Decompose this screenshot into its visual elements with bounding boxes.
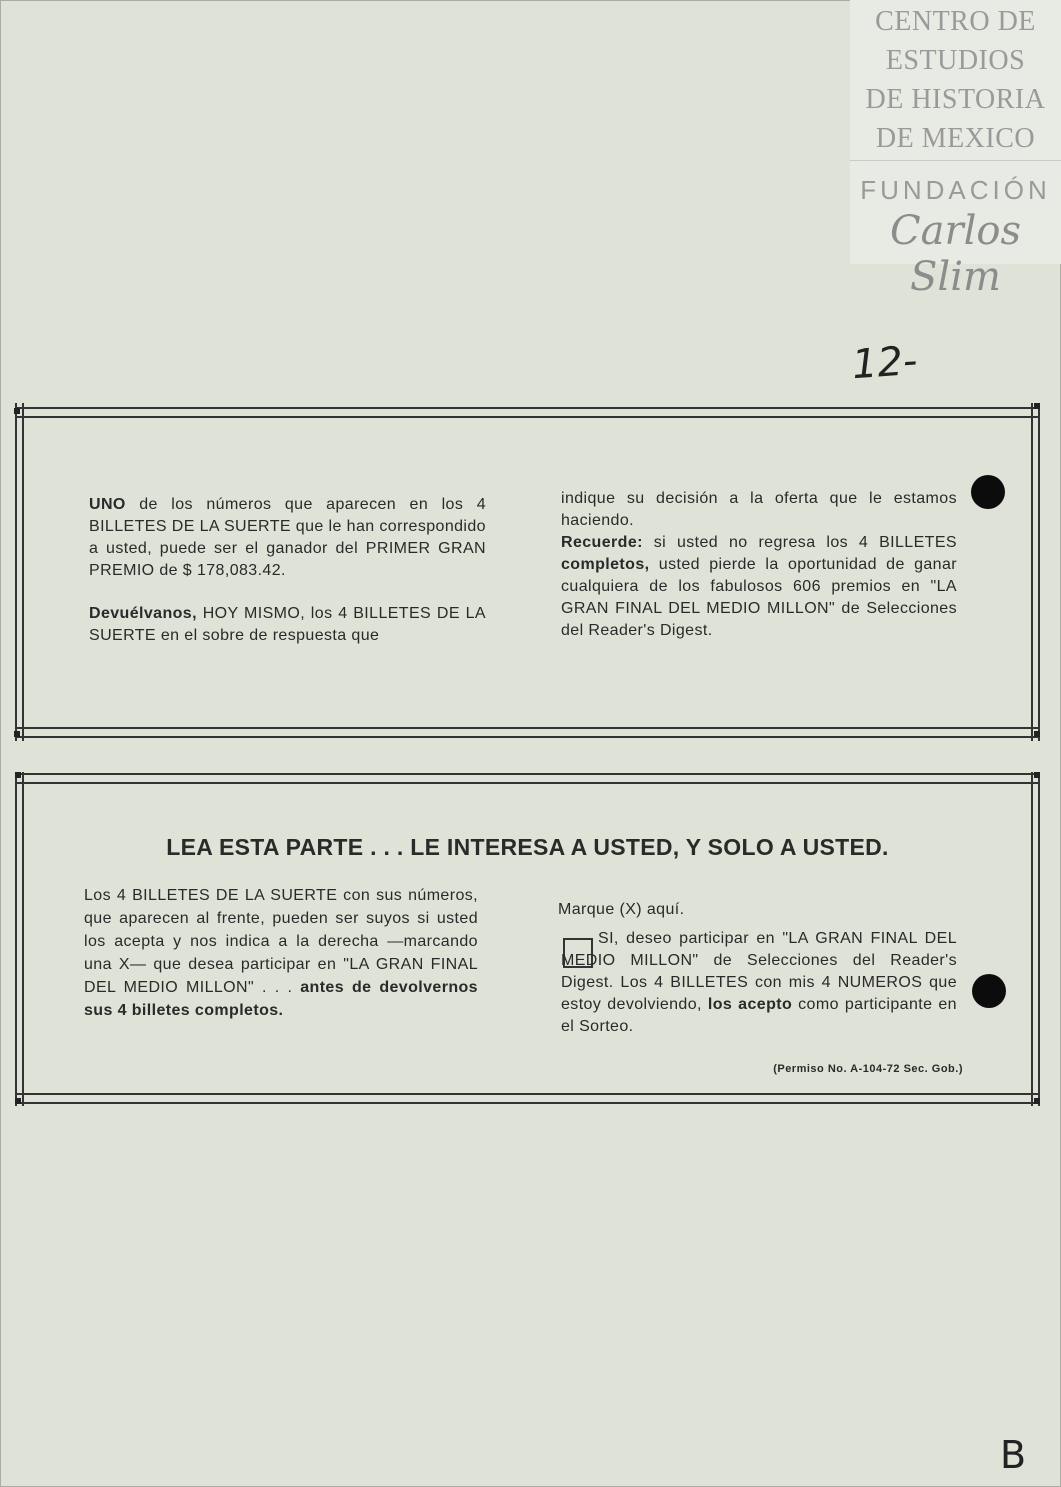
checkbox-text-body: SI, deseo participar en "LA GRAN FINAL DEL MEDIO MILLON" de Selecciones del Reader's Digest. Los 4 BILLETES con mis 4 NUMEROS que estoy devolviendo, xyxy=(561,930,957,1013)
left-p2-bold: Devuélvanos, xyxy=(89,605,197,622)
border-top xyxy=(15,773,1040,784)
border-bottom xyxy=(15,1093,1040,1104)
headline: LEA ESTA PARTE . . . LE INTERESA A USTED, Y SOLO A USTED. xyxy=(166,834,889,860)
right-paragraph-1: indique su decisión a la oferta que le estamos haciendo. xyxy=(561,490,957,529)
right-p2-bold-2: completos, xyxy=(561,556,650,573)
corner-dot xyxy=(15,1098,21,1104)
left-paragraph-1 xyxy=(89,494,486,582)
corner-dot xyxy=(1034,1098,1040,1104)
handwritten-letter: B xyxy=(1000,1433,1027,1477)
corner-dot xyxy=(14,731,20,737)
corner-dot xyxy=(1034,772,1040,778)
watermark-foundation: FUNDACIÓN xyxy=(860,175,1051,205)
corner-dot xyxy=(14,408,20,414)
top-panel xyxy=(15,403,1040,741)
border-top xyxy=(15,407,1040,418)
corner-dot xyxy=(15,772,21,778)
bottom-panel xyxy=(15,772,1040,1106)
mark-here-label: Marque (X) aquí. xyxy=(558,901,685,918)
checkbox-text xyxy=(561,928,957,1038)
corner-dot xyxy=(1034,403,1040,409)
border-right xyxy=(1031,772,1040,1106)
left-p2-text: HOY MISMO, los 4 BILLETES DE LA SUERTE en el sobre de respuesta que xyxy=(89,605,486,644)
watermark-line: DE HISTORIA xyxy=(865,84,1046,115)
watermark-line: CENTRO DE xyxy=(875,6,1036,37)
archive-watermark xyxy=(850,0,1061,300)
checkbox-text-bold: los acepto xyxy=(707,996,793,1013)
right-p2-bold-1: Recuerde: xyxy=(561,534,643,551)
left-p1-bold: UNO xyxy=(89,496,126,513)
watermark-signature: Carlos Slim xyxy=(890,208,1021,300)
watermark-line: ESTUDIOS xyxy=(885,45,1026,76)
handwritten-page-number: 12- xyxy=(850,337,919,389)
left-offer-bold: antes de devolvernos sus 4 billetes completos. xyxy=(84,979,478,1019)
left-p1-text: de los números que aparecen en los 4 BILLETES DE LA SUERTE que le han correspondido a usted, puede ser el ganador del PRIMER GRAN PREMIO de $ 178,083.42. xyxy=(89,496,486,579)
checkbox-text-tail: como participante en el Sorteo. xyxy=(561,996,957,1035)
corner-dot xyxy=(1034,731,1040,737)
border-left xyxy=(15,403,24,741)
left-paragraph-2 xyxy=(89,603,486,647)
border-left xyxy=(15,772,24,1106)
left-offer-text xyxy=(84,884,478,1022)
left-offer-body: Los 4 BILLETES DE LA SUERTE con sus números, que aparecen al frente, pueden ser suyos si usted los acepta y nos indica a la derecha —marcando una X— que desea participar en "LA GRAN FINAL DEL MEDIO MILLON" . . . xyxy=(84,887,478,996)
right-p2-text-a: si usted no regresa los 4 BILLETES xyxy=(642,534,957,551)
border-right xyxy=(1031,403,1040,741)
permit-number: (Permiso No. A-104-72 Sec. Gob.) xyxy=(773,1063,963,1075)
border-bottom xyxy=(15,727,1040,738)
right-p2-text-b: usted pierde la oportunidad de ganar cualquiera de los fabulosos 606 premios en "LA GRAN FINAL DEL MEDIO MILLON" de Selecciones del Reader's Digest. xyxy=(561,556,957,639)
watermark-line: DE MEXICO xyxy=(875,123,1036,154)
right-paragraph-2 xyxy=(561,532,957,642)
